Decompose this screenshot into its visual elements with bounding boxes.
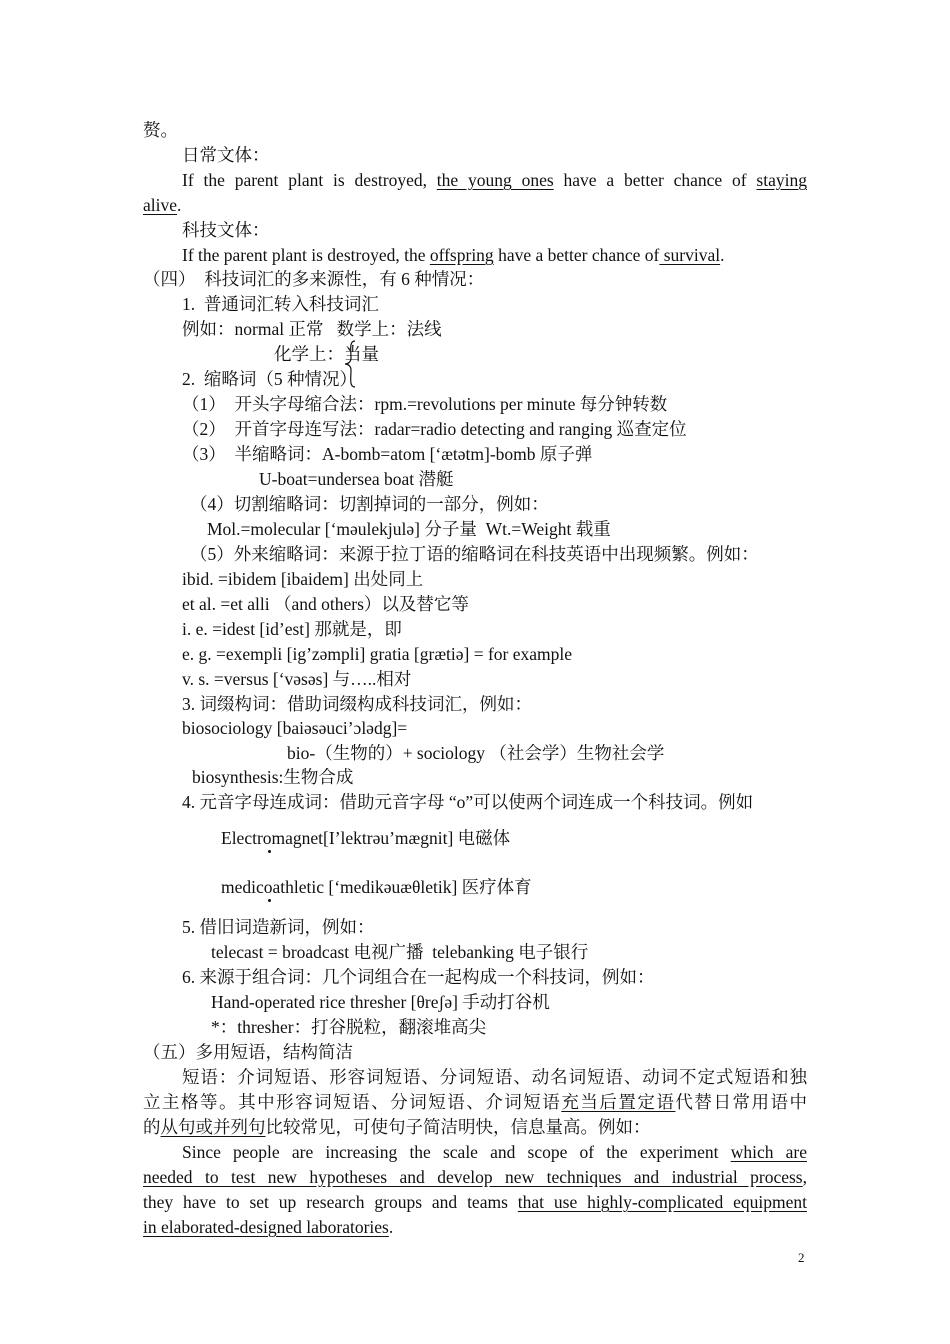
list-item: （4）切割缩略词：切割掉词的一部分，例如： (190, 494, 549, 514)
underlined-phrase: offspring (429, 245, 494, 265)
list-item: medicoathletic [‘medikəuæθletik] 医疗体育 (221, 877, 532, 897)
label-daily-style: 日常文体： (182, 145, 270, 165)
list-item: Mol.=molecular [‘məulekjulə] 分子量 Wt.=Weight 载重 (207, 519, 611, 539)
example-line: in elaborated-designed laboratories. (143, 1217, 394, 1237)
underlined-phrase: in elaborated-designed laboratories (143, 1217, 389, 1237)
list-item: v. s. =versus [‘vəsəs] 与…..相对 (182, 669, 412, 689)
paragraph-line: 短语：介词短语、形容词短语、分词短语、动名词短语、动词不定式短语和独 (182, 1067, 807, 1087)
tech-sentence: If the parent plant is destroyed, the offspring have a better chance of survival. (182, 245, 725, 265)
list-item: *：thresher：打谷脱粒，翻滚堆高尖 (211, 1017, 487, 1037)
emphasis-dot-icon (268, 899, 271, 902)
page-number: 2 (798, 1250, 805, 1265)
list-item: Hand-operated rice thresher [θreʃə] 手动打谷机 (211, 992, 550, 1012)
list-item: Electromagnet[I’lektrəu’mægnit] 电磁体 (221, 828, 511, 848)
list-item: et al. =et alli （and others）以及替它等 (182, 594, 469, 614)
list-item: biosociology [baiəsəuci’ɔlədg]= (182, 718, 408, 738)
list-item: e. g. =exempli [ig’zəmpli] gratia [grætiə] = for example (182, 644, 573, 664)
list-item: biosynthesis:生物合成 (192, 767, 354, 787)
section-heading: （四） 科技词汇的多来源性，有 6 种情况： (143, 269, 485, 289)
list-item: 例如：normal 正常 数学上：法线 (182, 319, 442, 339)
list-item: 4. 元音字母连成词：借助元音字母 “o”可以使两个词连成一个科技词。例如 (182, 792, 754, 812)
list-item: U-boat=undersea boat 潜艇 (259, 469, 454, 489)
paragraph-line: 立主格等。其中形容词短语、分词短语、介词短语充当后置定语代替日常用语中 (143, 1092, 808, 1112)
underlined-phrase: staying (756, 170, 807, 190)
list-item: i. e. =idest [id’est] 那就是，即 (182, 619, 402, 639)
underlined-phrase: which are (730, 1142, 807, 1162)
daily-sentence-line-1: If the parent plant is destroyed, the young ones have a better chance of staying (182, 170, 807, 190)
list-item: 化学上：当量 (274, 344, 379, 364)
section-heading: （五）多用短语，结构简洁 (143, 1042, 353, 1062)
list-item: 2. 缩略词（5 种情况） (182, 369, 357, 389)
list-item: （2） 开首字母连写法：radar=radio detecting and ranging 巡查定位 (182, 419, 687, 439)
list-item: ibid. =ibidem [ibaidem] 出处同上 (182, 569, 424, 589)
underlined-phrase: alive (143, 195, 178, 215)
example-line: Since people are increasing the scale and scope of the experiment which are (182, 1142, 807, 1162)
underlined-phrase: the young ones (436, 170, 554, 190)
list-item: bio-（生物的）+ sociology （社会学）生物社会学 (287, 743, 665, 763)
example-line: they have to set up research groups and teams that use highly-complicated equipment (143, 1192, 807, 1212)
underlined-phrase: 从句或并列句 (160, 1117, 266, 1137)
list-item: 3. 词缀构词：借助词缀构成科技词汇，例如： (182, 694, 532, 714)
list-item: （1） 开头字母缩合法：rpm.=revolutions per minute 每分钟转数 (182, 394, 668, 414)
daily-sentence-line-2: alive. (143, 195, 182, 215)
underlined-phrase: 充当后置定语 (561, 1092, 676, 1112)
list-item: 6. 来源于组合词：几个词组合在一起构成一个科技词，例如： (182, 967, 655, 987)
list-item: telecast = broadcast 电视广播 telebanking 电子银行 (211, 942, 589, 962)
underlined-phrase: that use highly-complicated equipment (517, 1192, 807, 1212)
paragraph-line: 的从句或并列句比较常见，可使句子简洁明快，信息量高。例如： (143, 1117, 651, 1137)
text-line: 赘。 (143, 120, 178, 140)
label-tech-style: 科技文体： (182, 220, 270, 240)
list-item: （5）外来缩略词：来源于拉丁语的缩略词在科技英语中出现频繁。例如： (190, 544, 759, 564)
underlined-phrase: survival (659, 245, 721, 265)
list-item: 5. 借旧词造新词，例如： (182, 917, 375, 937)
example-line: needed to test new hypotheses and develop new techniques and industrial process, (143, 1167, 807, 1187)
list-item: 1. 普通词汇转入科技词汇 (182, 294, 379, 314)
underlined-phrase: needed to test new hypotheses and develop new techniques and industrial process (143, 1167, 803, 1187)
list-item: （3） 半缩略词：A-bomb=atom [‘ætətm]-bomb 原子弹 (182, 444, 593, 464)
emphasis-dot-icon (268, 850, 271, 853)
